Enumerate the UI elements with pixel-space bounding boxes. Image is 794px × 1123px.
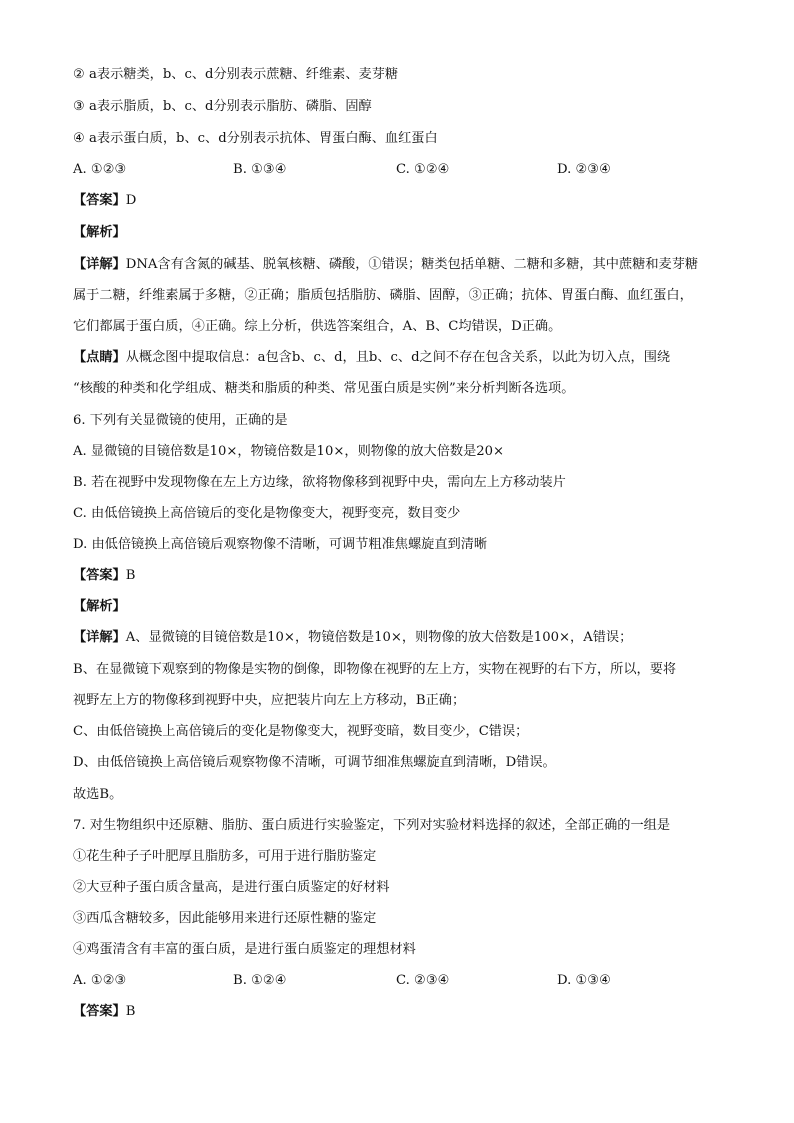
- answer-tag: 【答案】: [73, 193, 126, 208]
- detail-tag: 【详解】: [73, 630, 126, 645]
- point-tag: 【点睛】: [73, 350, 126, 365]
- q5-point-line-1: [73, 349, 754, 367]
- q6-detail-line-6: 故选B。: [73, 787, 123, 802]
- q6-option-b: B. 若在视野中发现物像在左上方边缘，欲将物像移到视野中央，需向左上方移动装片: [73, 475, 566, 490]
- q6-option-a: A. 显微镜的目镜倍数是10×，物镜倍数是10×，则物像的放大倍数是20×: [73, 444, 505, 459]
- q5-option-d: D. ②③④: [557, 162, 611, 177]
- q5-point-line-2: “核酸的种类和化学组成、糖类和脂质的种类、常见蛋白质是实例”来分析判断各选项。: [73, 381, 575, 396]
- q6-stem: 6. 下列有关显微镜的使用，正确的是: [73, 413, 288, 428]
- q6-analysis-heading: [73, 598, 754, 616]
- q7-item-4: ④鸡蛋清含有丰富的蛋白质，是进行蛋白质鉴定的理想材料: [73, 942, 416, 957]
- q5-answer: [73, 192, 754, 210]
- q7-item-3: ③西瓜含糖较多，因此能够用来进行还原性糖的鉴定: [73, 911, 377, 926]
- q5-option-b: B. ①③④: [233, 162, 287, 177]
- q7-stem: 7. 对生物组织中还原糖、脂肪、蛋白质进行实验鉴定，下列对实验材料选择的叙述，全部正确的一组是: [73, 818, 671, 833]
- q7-answer: [73, 1003, 754, 1021]
- q5-options: [73, 161, 753, 179]
- detail-tag: 【详解】: [73, 257, 126, 272]
- q5-detail-line-1: [73, 256, 754, 274]
- q5-analysis-heading: [73, 224, 754, 242]
- q5-detail-line-3: 它们都属于蛋白质，④正确。综上分析，供选答案组合，A、B、C均错误，D正确。: [73, 319, 562, 334]
- q5-option-a: A. ①②③: [73, 162, 127, 177]
- q6-option-d: D. 由低倍镜换上高倍镜后观察物像不清晰，可调节粗准焦螺旋直到清晰: [73, 537, 488, 552]
- analysis-tag: 【解析】: [73, 599, 126, 614]
- detail-text: A、显微镜的目镜倍数是10×，物镜倍数是10×，则物像的放大倍数是100×，A错误；: [125, 630, 633, 645]
- q5-detail-line-2: 属于二糖，纤维素属于多糖，②正确；脂质包括脂肪、磷脂、固醇，③正确；抗体、胃蛋白酶、血红蛋白，: [73, 288, 693, 303]
- q6-option-c: C. 由低倍镜换上高倍镜后的变化是物像变大，视野变亮，数目变少: [73, 506, 461, 521]
- detail-text: DNA含有含氮的碱基、脱氧核糖、磷酸，①错误；糖类包括单糖、二糖和多糖，其中蔗糖和麦芽糖: [125, 257, 699, 272]
- q7-item-1: ①花生种子子叶肥厚且脂肪多，可用于进行脂肪鉴定: [73, 849, 377, 864]
- answer-value: B: [125, 1004, 136, 1019]
- q5-item-4: ④ a表示蛋白质，b、c、d分别表示抗体、胃蛋白酶、血红蛋白: [73, 131, 438, 146]
- q6-detail-line-2: B、在显微镜下观察到的物像是实物的倒像，即物像在视野的左上方，实物在视野的右下方，所以，要将: [73, 662, 677, 677]
- q7-option-a: A. ①②③: [73, 973, 127, 988]
- point-text: 从概念图中提取信息：a包含b、c、d，且b、c、d之间不存在包含关系，以此为切入点，围绕: [125, 350, 671, 365]
- q7-option-c: C. ②③④: [396, 973, 450, 988]
- q6-detail-line-4: C、由低倍镜换上高倍镜后的变化是物像变大，视野变暗，数目变少，C错误；: [73, 724, 529, 739]
- q5-item-3: ③ a表示脂质，b、c、d分别表示脂肪、磷脂、固醇: [73, 99, 372, 114]
- q6-answer: [73, 567, 754, 585]
- q5-item-2: ② a表示糖类，b、c、d分别表示蔗糖、纤维素、麦芽糖: [73, 67, 399, 82]
- analysis-tag: 【解析】: [73, 225, 126, 240]
- answer-tag: 【答案】: [73, 568, 126, 583]
- q7-option-b: B. ①②④: [233, 973, 287, 988]
- answer-value: D: [125, 193, 137, 208]
- answer-value: B: [125, 568, 136, 583]
- q7-options: [73, 972, 753, 990]
- q6-detail-line-5: D、由低倍镜换上高倍镜后观察物像不清晰，可调节细准焦螺旋直到清晰，D错误。: [73, 755, 556, 770]
- answer-tag: 【答案】: [73, 1004, 126, 1019]
- q6-detail-line-1: [73, 629, 754, 647]
- q5-option-c: C. ①②④: [396, 162, 450, 177]
- q7-option-d: D. ①③④: [557, 973, 611, 988]
- q7-item-2: ②大豆种子蛋白质含量高，是进行蛋白质鉴定的好材料: [73, 880, 390, 895]
- q6-detail-line-3: 视野左上方的物像移到视野中央，应把装片向左上方移动，B正确；: [73, 693, 466, 708]
